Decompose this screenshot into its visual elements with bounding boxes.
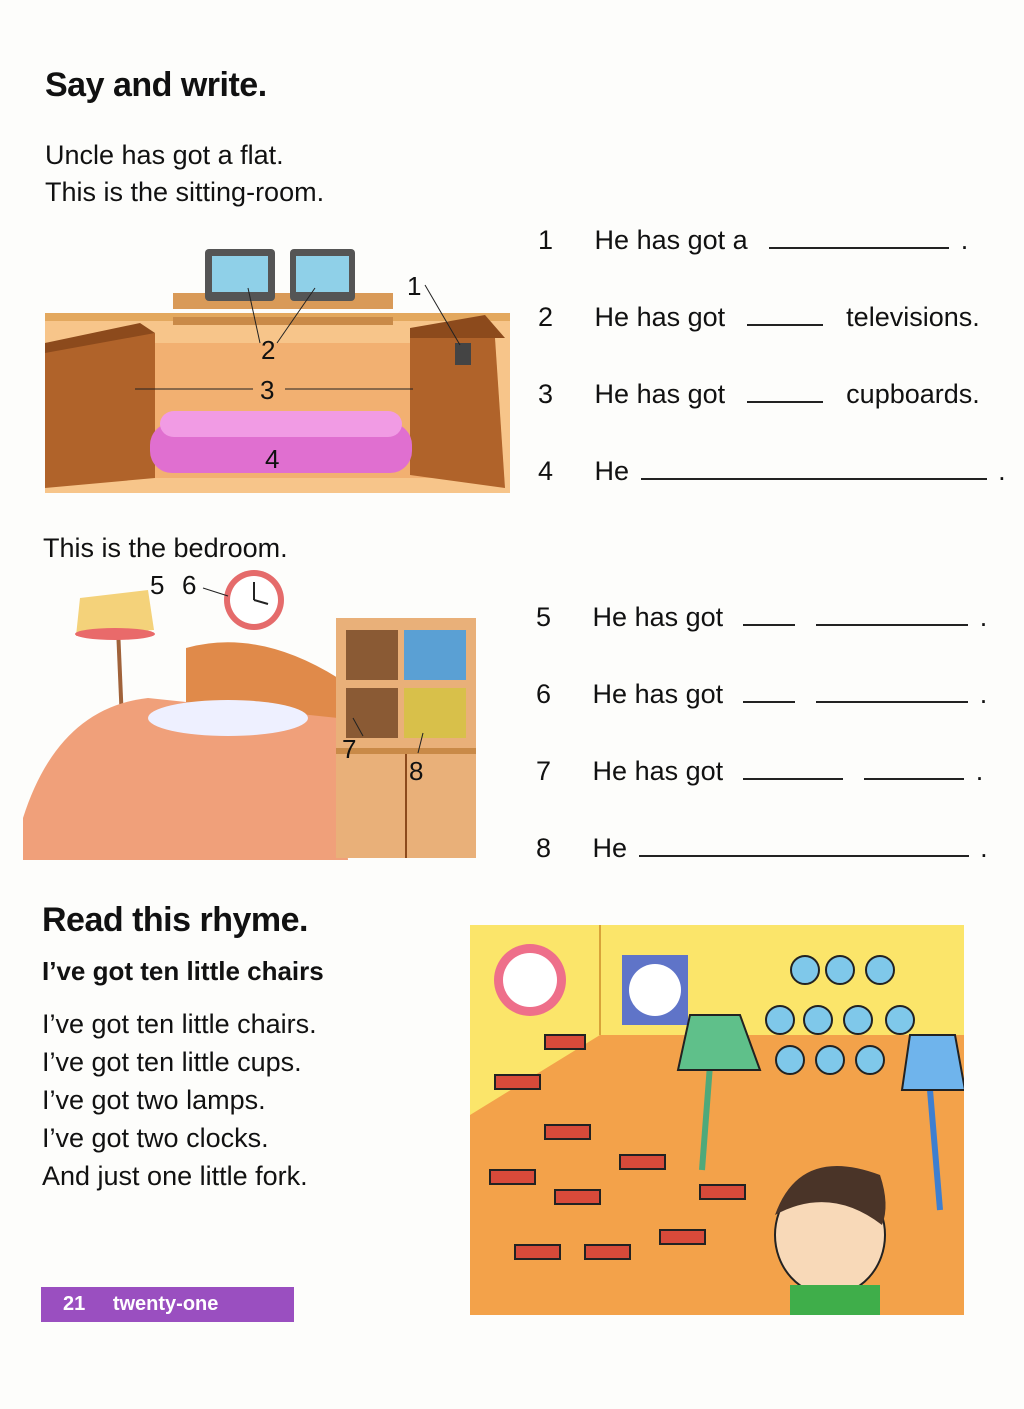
sitting-room-illustration [45, 243, 510, 493]
rhyme-illustration [470, 925, 964, 1315]
exercise-end: . [975, 756, 984, 786]
answer-blank-b[interactable] [816, 622, 968, 626]
exercise-6 [536, 679, 987, 710]
exercise-4 [538, 456, 1006, 487]
rhyme-line-5: And just one little fork. [42, 1161, 308, 1191]
answer-blank[interactable] [639, 853, 969, 857]
exercise-end: . [980, 833, 988, 863]
exercise-text: He has got [592, 679, 724, 709]
exercise-end: . [960, 225, 969, 255]
exercise-end: . [979, 679, 988, 709]
rhyme-line-4: I’ve got two clocks. [42, 1123, 269, 1153]
exercise-3 [538, 379, 980, 410]
section-title-say-and-write: Say and write. [45, 66, 267, 104]
exercise-1 [538, 225, 968, 256]
answer-blank-a[interactable] [743, 776, 843, 780]
exercise-number: 4 [538, 456, 554, 486]
answer-blank-b[interactable] [864, 776, 964, 780]
section-title-read-this-rhyme: Read this rhyme. [42, 901, 308, 939]
bedroom-label-5: 5 [150, 570, 165, 600]
answer-blank-a[interactable] [743, 699, 795, 703]
answer-blank[interactable] [769, 245, 949, 249]
rhyme-line-1: I’ve got ten little chairs. [42, 1009, 317, 1039]
answer-blank[interactable] [747, 322, 823, 326]
exercise-end: televisions. [846, 302, 980, 332]
bedroom-label-7: 7 [342, 734, 357, 764]
exercise-text: He has got [592, 756, 724, 786]
sitting-room-label-1: 1 [407, 271, 422, 301]
exercise-text: He has got a [594, 225, 748, 255]
exercise-number: 7 [536, 756, 552, 786]
intro-line-2: This is the sitting-room. [45, 177, 325, 207]
exercise-text: He has got [594, 379, 726, 409]
exercise-text: He [592, 833, 628, 863]
rhyme-line-3: I’ve got two lamps. [42, 1085, 266, 1115]
exercise-number: 3 [538, 379, 554, 409]
rhyme-line-2: I’ve got ten little cups. [42, 1047, 302, 1077]
exercise-text: He has got [592, 602, 724, 632]
sitting-room-label-4: 4 [265, 444, 280, 474]
rhyme-lines [42, 1005, 317, 1195]
answer-blank-b[interactable] [816, 699, 968, 703]
exercise-2 [538, 302, 980, 333]
exercise-number: 2 [538, 302, 554, 332]
exercise-end: . [998, 456, 1006, 486]
exercise-number: 6 [536, 679, 552, 709]
answer-blank-a[interactable] [743, 622, 795, 626]
bedroom-caption: This is the bedroom. [43, 533, 288, 563]
bedroom-label-8: 8 [409, 756, 424, 786]
page-footer [41, 1287, 294, 1322]
exercise-8 [536, 833, 988, 864]
bedroom-label-6: 6 [182, 570, 197, 600]
exercise-number: 1 [538, 225, 554, 255]
intro-line-1: Uncle has got a flat. [45, 140, 284, 170]
page-number-word: twenty-one [112, 1293, 219, 1315]
rhyme-title: I’ve got ten little chairs [42, 956, 324, 986]
answer-blank[interactable] [747, 399, 823, 403]
bedroom-illustration [18, 568, 483, 860]
page-number: 21 [63, 1293, 86, 1315]
exercise-end: cupboards. [846, 379, 980, 409]
exercise-text: He has got [594, 302, 726, 332]
answer-blank[interactable] [641, 476, 987, 480]
exercise-7 [536, 756, 983, 787]
exercise-5 [536, 602, 987, 633]
exercise-number: 8 [536, 833, 552, 863]
exercise-number: 5 [536, 602, 552, 632]
sitting-room-label-2: 2 [261, 335, 276, 365]
exercise-text: He [594, 456, 630, 486]
exercise-end: . [979, 602, 988, 632]
sitting-room-label-3: 3 [260, 375, 275, 405]
